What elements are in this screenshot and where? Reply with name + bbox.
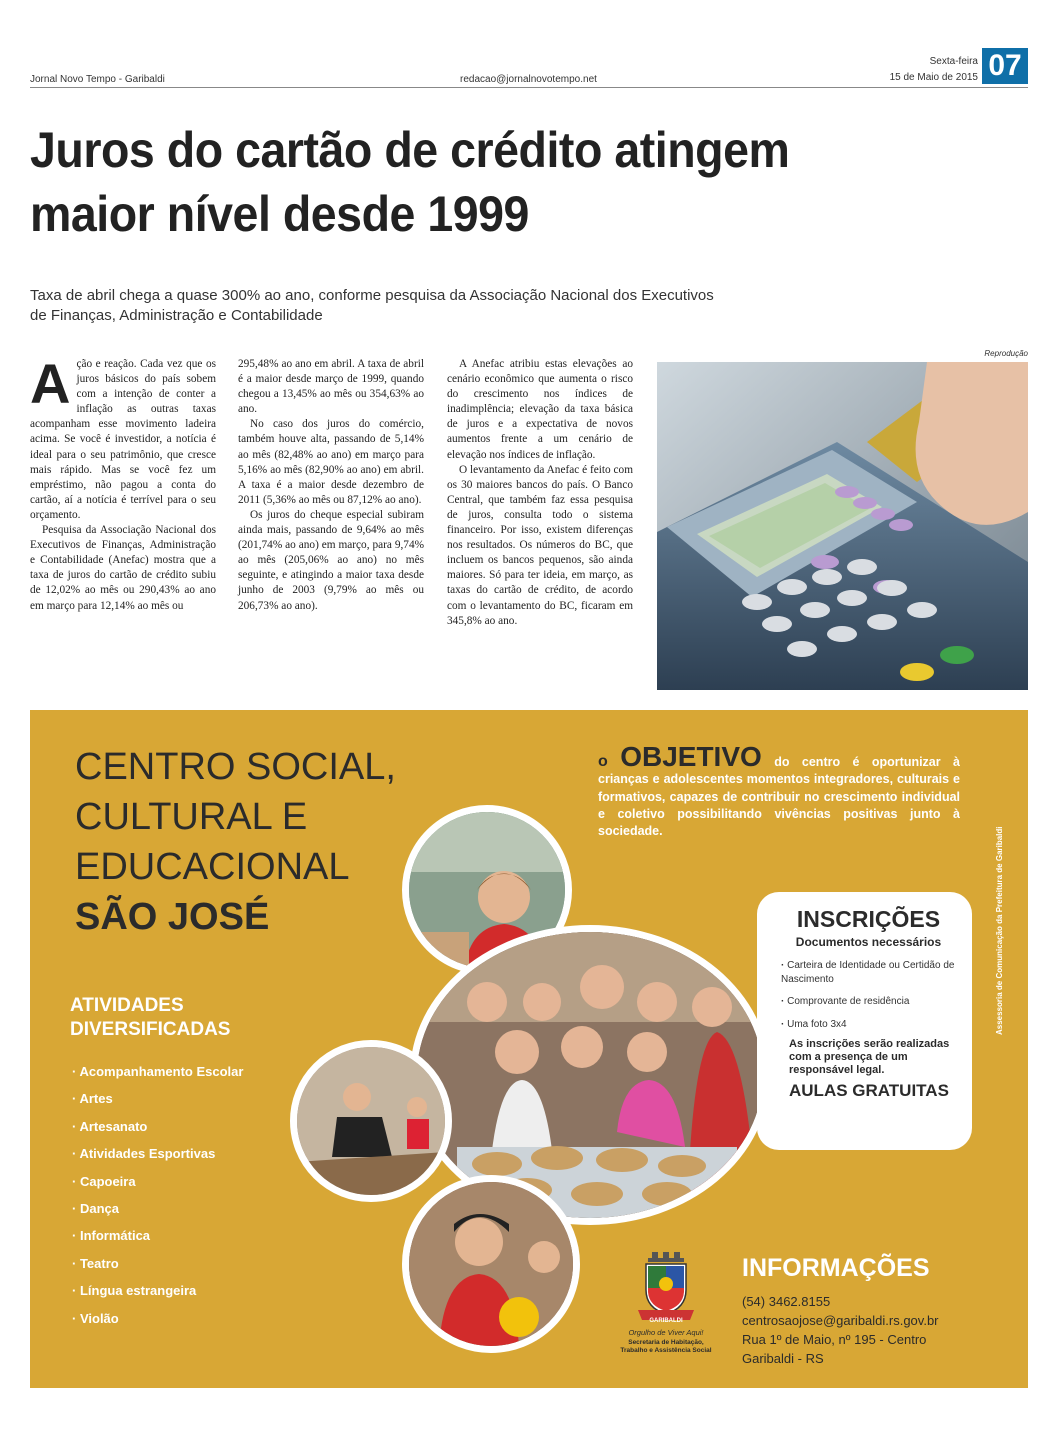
centro-sao-jose-ad [30, 710, 1028, 1388]
ad-title-line: CULTURAL E [75, 796, 308, 838]
contact-email: centrosaojose@garibaldi.rs.gov.br [742, 1313, 939, 1328]
activity-item: · Violão [72, 1305, 243, 1332]
ad-title-strong: SÃO JOSÉ [75, 896, 270, 938]
inscricoes-title: INSCRIÇÕES [796, 906, 941, 932]
activity-item: · Atividades Esportivas [72, 1140, 243, 1167]
article-subtitle: Taxa de abril chega a quase 300% ao ano, conforme pesquisa da Associação Nacional dos Executivos de Finanças, Administração e Contabilidade [30, 287, 714, 324]
activities-heading-line: ATIVIDADES [70, 995, 184, 1016]
city: Garibaldi - RS [742, 1351, 824, 1366]
paragraph: O levantamento da Anefac é feito com os 30 maiores bancos do país. O Banco Central, que também faz essa pesquisa de juros, consulta todo o sistema financeiro. Por isso, existem diferenças nos resultados. Os números do BC, que incluem os bancos pequenos, são ainda maiores. Só para ter ideia, em março, as taxas do cartão de crédito, de acordo com o levantamento do BC, ficaram em 345,8% ao ano. [447, 463, 633, 627]
article-column-2 [238, 357, 424, 614]
photo-credit: Reprodução [984, 349, 1028, 358]
ad-title-line: EDUCACIONAL [75, 846, 350, 888]
ad-title-line: CENTRO SOCIAL, [75, 746, 396, 788]
garibaldi-coat-of-arms [618, 1250, 714, 1380]
activity-item: · Dança [72, 1195, 243, 1222]
document-item: · Uma foto 3x4 [781, 1018, 956, 1032]
document-item: · Carteira de Identidade ou Certidão de Nascimento [781, 959, 956, 986]
exercise-photo [290, 1040, 452, 1202]
activities-list [72, 1058, 243, 1332]
article-column-1 [30, 352, 216, 614]
issue-date [890, 51, 978, 83]
activity-item: · Artesanato [72, 1113, 243, 1140]
objetivo-body: do centro é oportunizar à crianças e adolescentes momentos integradores, culturais e formativos, capazes de contribuir no crescimento individual e coletivo possibilitando vivências positivas junto à sociedade. [598, 755, 960, 839]
activity-item: · Teatro [72, 1250, 243, 1277]
documents-list [781, 959, 956, 1031]
document-item: · Comprovante de residência [781, 995, 956, 1009]
date: 15 de Maio de 2015 [889, 72, 978, 83]
activity-item: · Língua estrangeira [72, 1277, 243, 1304]
newsroom-email: redacao@jornalnovotempo.net [460, 74, 597, 85]
activity-item: · Artes [72, 1085, 243, 1112]
coat-of-arms-icon [636, 1250, 696, 1322]
informacoes-heading: INFORMAÇÕES [742, 1254, 930, 1282]
activities-heading [70, 994, 230, 1042]
article-column-3 [447, 357, 633, 629]
objetivo-word: OBJETIVO [620, 741, 762, 772]
logo-banner: GARIBALDI [649, 1318, 683, 1324]
contact-info [742, 1292, 939, 1368]
ad-title [75, 742, 396, 942]
students-photo [402, 1175, 580, 1353]
free-classes: AULAS GRATUITAS [789, 1081, 949, 1100]
card-machine-illustration [657, 362, 1028, 690]
paragraph: No caso dos juros do comércio, também houve alta, passando de 5,14% ao mês (82,48% ao ano) em março para 5,16% ao mês (82,90% ao ano) em abril. A taxa é a maior desde dezembro de 2011 (5,36% ao mês ou 87,12% ao ano). [238, 418, 424, 506]
address: Rua 1º de Maio, nº 195 - Centro [742, 1332, 927, 1347]
paragraph: Pesquisa da Associação Nacional dos Executivos de Finanças, Administração e Contabilidade (Anefac) mostra que a taxa de juros do cartão de crédito subiu de 12,02% ao mês ou 290,43% ao ano em março para 12,14% ao mês ou [30, 524, 216, 612]
paragraph: 295,48% ao ano em abril. A taxa de abril é a maior desde março de 1999, quando chegou a 13,45% ao mês ou 354,63% ao ano. [238, 358, 424, 416]
logo-slogan: Orgulho de Viver Aqui! [628, 1328, 704, 1337]
inscricoes-box [757, 892, 972, 1150]
ad-side-credit: Assessoria de Comunicação da Prefeitura de Garibaldi [995, 826, 1004, 1035]
paragraph: ção e reação. Cada vez que os juros básicos do país sobem com a intenção de conter a inflação as outras taxas acompanham esse movimento ladeira acima. Se você é investidor, a notícia é ideal para o seu patrimônio, que cresce mais rápido. Mas se você fez um empréstimo, não pagou a conta do cartão, aí a notícia é terrível para o seu orçamento. [30, 358, 216, 521]
card-machine-photo [657, 362, 1028, 690]
publication-name: Jornal Novo Tempo - Garibaldi [30, 74, 165, 85]
weekday: Sexta-feira [929, 56, 978, 67]
paragraph: Os juros do cheque especial subiram ainda mais, passando de 9,64% ao mês (201,74% ao ano) em março, para 9,74% ao mês (205,06% ao ano) no mês seguinte, e atingindo a maior taxa desde junho de 2003 (9,79% ao mês ou 206,73% ao ano). [238, 508, 424, 612]
activity-item: · Capoeira [72, 1168, 243, 1195]
paragraph: A Anefac atribiu estas elevações ao cenário econômico que aumenta o risco do crescimento nos índices de inadimplência; elevação da taxa básica de juros e a expectativa de novos aumentos frente a um cenário de elevação nos índices de inflação. [447, 358, 633, 461]
activity-item: · Acompanhamento Escolar [72, 1058, 243, 1085]
activity-item: · Informática [72, 1222, 243, 1249]
logo-department: Secretaria de Habitação, Trabalho e Assistência Social [620, 1339, 712, 1354]
objetivo-prefix: o [598, 753, 608, 770]
page-header [30, 48, 1028, 88]
inscricoes-note: As inscrições serão realizadas com a presença de um responsável legal. [789, 1038, 950, 1076]
header-divider [30, 87, 1028, 88]
phone-number: (54) 3462.8155 [742, 1294, 831, 1309]
page-number: 07 [982, 48, 1028, 84]
activities-heading-line: DIVERSIFICADAS [70, 1019, 231, 1040]
inscricoes-subtitle: Documentos necessários [795, 935, 942, 949]
article-title: Juros do cartão de crédito atingem maior nível desde 1999 [30, 122, 790, 242]
objetivo-text [598, 741, 960, 840]
drop-cap: A [30, 352, 71, 415]
